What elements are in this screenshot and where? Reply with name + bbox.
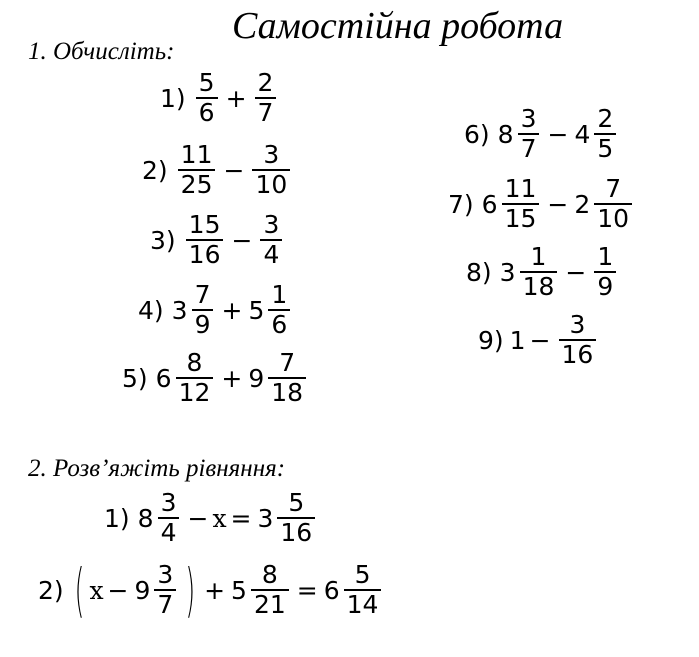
task1-heading: 1. Обчисліть:	[28, 38, 175, 65]
fraction: $\frac{7}{10}$	[594, 176, 632, 233]
equation-1: 1) 8 $\frac{3}{4}$ − x = 3 $\frac{5}{16}$	[104, 490, 319, 547]
exercise-7: 7) 6 $\frac{11}{15}$ − 2 $\frac{7}{10}$	[448, 176, 636, 233]
fraction: $\frac{3}{16}$	[559, 312, 597, 369]
fraction: $\frac{11}{25}$	[178, 142, 216, 199]
fraction: $\frac{11}{15}$	[502, 176, 540, 233]
fraction: $\frac{3}{7}$	[518, 106, 540, 163]
exercise-6: 6) 8 $\frac{3}{7}$ − 4 $\frac{2}{5}$	[464, 106, 620, 163]
left-paren: (	[74, 556, 85, 624]
variable: x	[89, 575, 104, 605]
fraction: $\frac{3}{7}$	[154, 562, 176, 619]
exercise-4: 4) 3 $\frac{7}{9}$ + 5 $\frac{1}{6}$	[138, 282, 294, 339]
equation-2: 2) ( x − 9 $\frac{3}{7}$ ) + 5 $\frac{8}{21}$ = 6 $\frac{5}{14}$	[38, 562, 385, 619]
right-paren: )	[185, 556, 196, 624]
fraction: $\frac{8}{21}$	[251, 562, 289, 619]
fraction: $\frac{2}{5}$	[594, 106, 616, 163]
exercise-1: 1) $\frac{5}{6}$ + $\frac{2}{7}$	[160, 70, 280, 127]
exercise-8: 8) 3 $\frac{1}{18}$ − $\frac{1}{9}$	[466, 244, 620, 301]
fraction: $\frac{3}{10}$	[252, 142, 290, 199]
exercise-2: 2) $\frac{11}{25}$ − $\frac{3}{10}$	[142, 142, 294, 199]
fraction: $\frac{15}{16}$	[186, 212, 224, 269]
fraction: $\frac{1}{6}$	[268, 282, 290, 339]
fraction: $\frac{2}{7}$	[255, 70, 277, 127]
fraction: $\frac{7}{18}$	[268, 350, 306, 407]
exercise-3: 3) $\frac{15}{16}$ − $\frac{3}{4}$	[150, 212, 286, 269]
fraction: $\frac{3}{4}$	[158, 490, 180, 547]
fraction: $\frac{5}{6}$	[196, 70, 218, 127]
fraction: $\frac{3}{4}$	[260, 212, 282, 269]
fraction: $\frac{1}{18}$	[520, 244, 558, 301]
exercise-9: 9) 1 − $\frac{3}{16}$	[478, 312, 600, 369]
fraction: $\frac{8}{12}$	[176, 350, 214, 407]
fraction: $\frac{5}{16}$	[277, 490, 315, 547]
fraction: $\frac{7}{9}$	[192, 282, 214, 339]
fraction: $\frac{5}{14}$	[344, 562, 382, 619]
task2-heading: 2. Розв’яжіть рівняння:	[28, 455, 286, 482]
variable: x	[212, 503, 227, 533]
page-title: Самостійна робота	[232, 5, 564, 47]
exercise-5: 5) 6 $\frac{8}{12}$ + 9 $\frac{7}{18}$	[122, 350, 310, 407]
fraction: $\frac{1}{9}$	[594, 244, 616, 301]
